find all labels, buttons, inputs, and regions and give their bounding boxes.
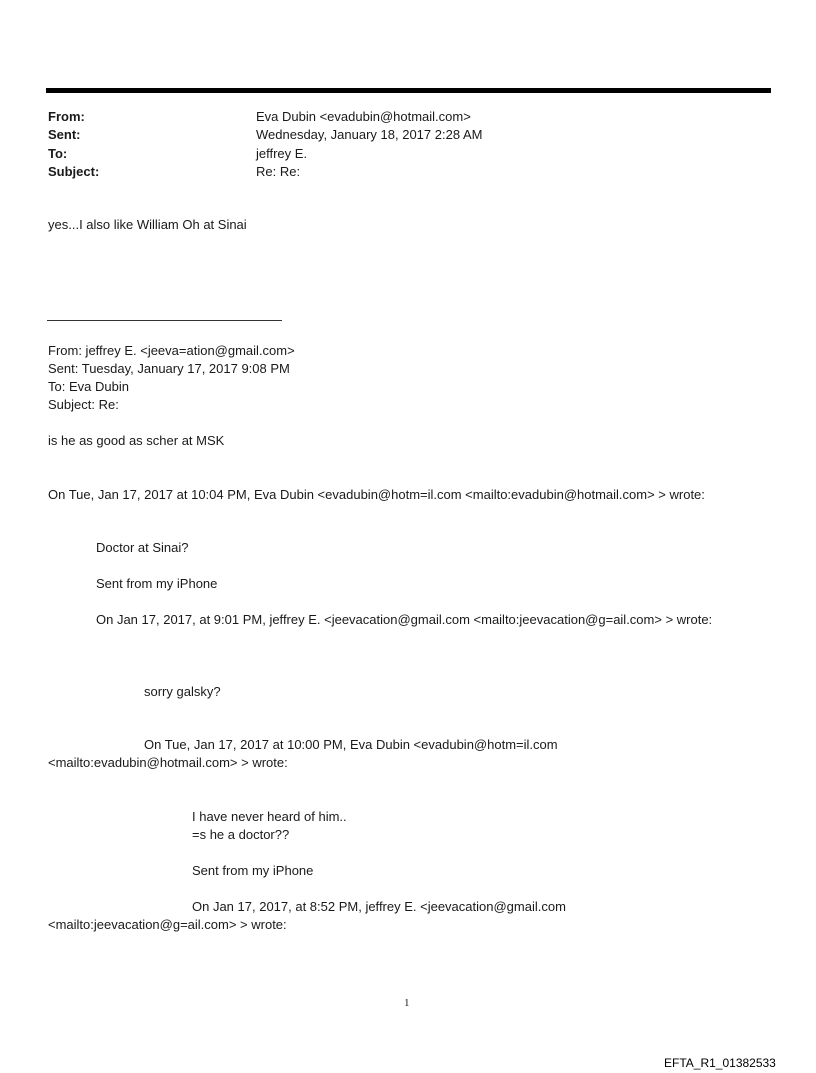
to-label: To: <box>48 146 68 161</box>
level3-message-2: =s he a doctor?? <box>192 827 290 842</box>
to-value: jeffrey E. <box>256 146 308 161</box>
from-label: From: <box>48 109 85 124</box>
level1-message: Doctor at Sinai? <box>96 540 189 555</box>
subject-value: Re: Re: <box>256 164 301 179</box>
sent-value: Wednesday, January 18, 2017 2:28 AM <box>256 127 483 142</box>
quoted-sent: Sent: Tuesday, January 17, 2017 9:08 PM <box>48 361 290 376</box>
level2-on-line: On Tue, Jan 17, 2017 at 10:00 PM, Eva Dubin <evadubin@hotm=il.com <box>144 737 558 752</box>
quoted-to: To: Eva Dubin <box>48 379 129 394</box>
level1-signature: Sent from my iPhone <box>96 576 218 591</box>
quoted-on-line: On Tue, Jan 17, 2017 at 10:04 PM, Eva Dubin <evadubin@hotm=il.com <mailto:evadubin@hotmail.com> > wrote: <box>48 487 705 502</box>
level3-on-line-cont: <mailto:jeevacation@g=ail.com> > wrote: <box>48 917 287 932</box>
level3-message-1: I have never heard of him.. <box>192 809 347 824</box>
level2-message: sorry galsky? <box>144 684 221 699</box>
reply-text: yes...I also like William Oh at Sinai <box>48 217 247 232</box>
level1-on-line: On Jan 17, 2017, at 9:01 PM, jeffrey E. <jeevacation@gmail.com <mailto:jeevacation@g=ail.com> > wrote: <box>96 612 713 627</box>
level3-on-line: On Jan 17, 2017, at 8:52 PM, jeffrey E. <jeevacation@gmail.com <box>192 899 566 914</box>
subject-label: Subject: <box>48 164 100 179</box>
header-rule <box>46 88 771 93</box>
quoted-message: is he as good as scher at MSK <box>48 433 225 448</box>
from-value: Eva Dubin <evadubin@hotmail.com> <box>256 109 471 124</box>
quote-separator <box>47 320 282 321</box>
quoted-from: From: jeffrey E. <jeeva=ation@gmail.com> <box>48 343 295 358</box>
page-number: 1 <box>404 997 410 1009</box>
document-id: EFTA_R1_01382533 <box>664 1056 776 1070</box>
level3-signature: Sent from my iPhone <box>192 863 314 878</box>
level2-on-line-cont: <mailto:evadubin@hotmail.com> > wrote: <box>48 755 288 770</box>
quoted-subject: Subject: Re: <box>48 397 119 412</box>
sent-label: Sent: <box>48 127 81 142</box>
